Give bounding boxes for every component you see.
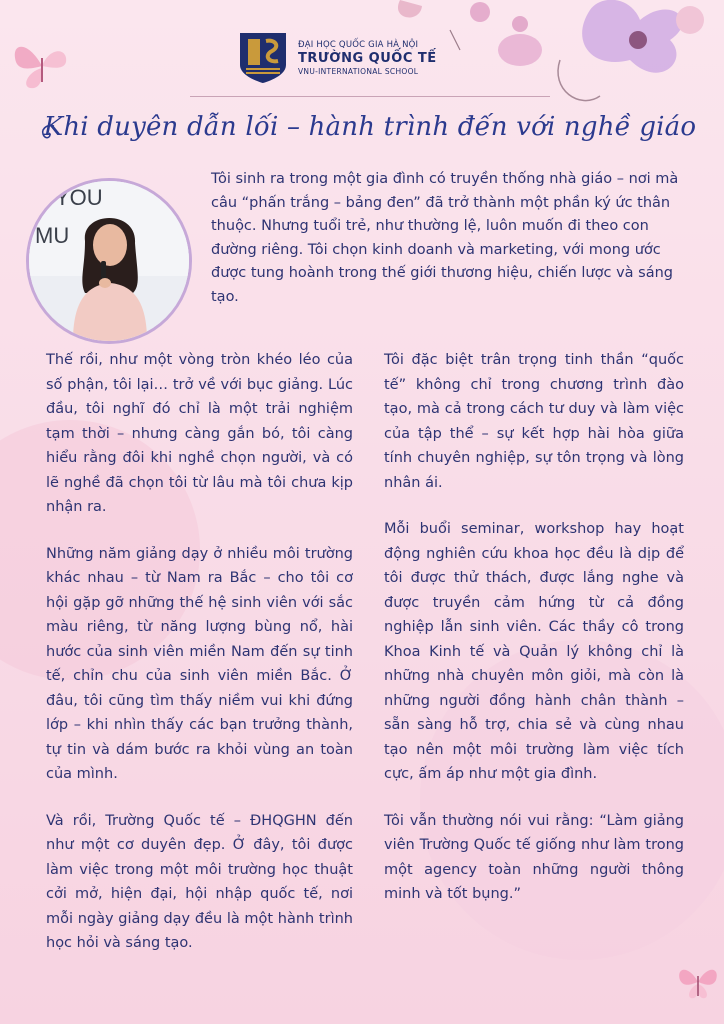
butterfly-icon — [676, 962, 720, 1006]
school-header — [238, 30, 538, 86]
left-column — [46, 348, 353, 978]
university-line: ĐẠI HỌC QUỐC GIA HÀ NỘI — [298, 40, 419, 50]
header-divider — [190, 96, 550, 97]
portrait-photo — [26, 178, 192, 344]
right-paragraph-1: Tôi đặc biệt trân trọng tinh thần “quốc tế” không chỉ trong chương trình đào tạo, mà cả trong cách tư duy và làm việc của tập thể – sự kết hợp hài hòa giữa tính chuyên nghiệp, sự tôn trọng và lòng nhân ái. — [384, 352, 684, 491]
slide-text-line2: MU — [35, 223, 70, 248]
intro-paragraph: Tôi sinh ra trong một gia đình có truyền thống nhà giáo – nơi mà câu “phấn trắng – bảng đen” đã trở thành một phần ký ức thân thuộc. Nhưng tuổi trẻ, như thường lệ, luôn muốn đi theo con đường riêng. Tôi chọn kinh doanh và marketing, với mong ước được tung hoành trong thế giới thương hiệu, chiến lược và sáng tạo. — [211, 171, 679, 305]
slide-text-line1: Y YOU — [35, 185, 103, 210]
right-paragraph-3: Tôi vẫn thường nói vui rằng: “Làm giảng viên Trường Quốc tế giống như làm trong một agency toàn những người thông minh và tốt bụng.” — [384, 812, 684, 902]
page-title: Khi duyên dẫn lối – hành trình đến với nghề giáo — [43, 112, 697, 142]
school-name: TRƯỜNG QUỐC TẾ — [298, 51, 437, 66]
school-logo-icon — [238, 31, 288, 85]
butterfly-icon — [10, 38, 74, 94]
right-paragraph-2: Mỗi buổi seminar, workshop hay hoạt động nghiên cứu khoa học đều là dịp để tôi được thử thách, được lắng nghe và được truyền cảm hứng từ cả đồng nghiệp lẫn sinh viên. Các thầy cô trong Khoa Kinh tế và Quản lý không chỉ là những nhà chuyên môn giỏi, mà còn là những người đồng hành chân thành – sẵn sàng hỗ trợ, chia sẻ và cùng nhau tạo nên một môi trường làm việc tích cực, ấm áp như một gia đình. — [384, 521, 684, 782]
left-paragraph-3: Và rồi, Trường Quốc tế – ĐHQGHN đến như một cơ duyên đẹp. Ở đây, tôi được làm việc trong một môi trường học thuật cởi mở, hiện đại, hội nhập quốc tế, nơi mỗi ngày giảng dạy đều là một hành trình học hỏi và sáng tạo. — [46, 812, 353, 951]
left-paragraph-2: Những năm giảng dạy ở nhiều môi trường khác nhau – từ Nam ra Bắc – cho tôi cơ hội gặp gỡ những thế hệ sinh viên với sắc màu riêng, từ năng lượng bùng nổ, hài hước của sinh viên miền Nam đến sự tinh tế, chỉn chu của sinh viên miền Bắc. Ở đâu, tôi cũng tìm thấy niềm vui khi đứng lớp – khi nhìn thấy các bạn trưởng thành, tự tin và dám bước ra khỏi vùng an toàn của mình. — [46, 545, 353, 782]
school-english-name: VNU-INTERNATIONAL SCHOOL — [298, 67, 419, 76]
school-brand — [298, 40, 437, 76]
portrait-illustration — [29, 181, 189, 341]
right-column — [384, 348, 684, 929]
left-paragraph-1: Thế rồi, như một vòng tròn khéo léo của số phận, tôi lại… trở về với bục giảng. Lúc đầu, tôi nghĩ đó chỉ là một trải nghiệm tạm thời – nhưng càng gắn bó, tôi càng hiểu rằng đôi khi nghề chọn người, và có lẽ nghề đã chọn tôi từ lâu mà tôi chưa kịp nhận ra. — [46, 352, 353, 515]
